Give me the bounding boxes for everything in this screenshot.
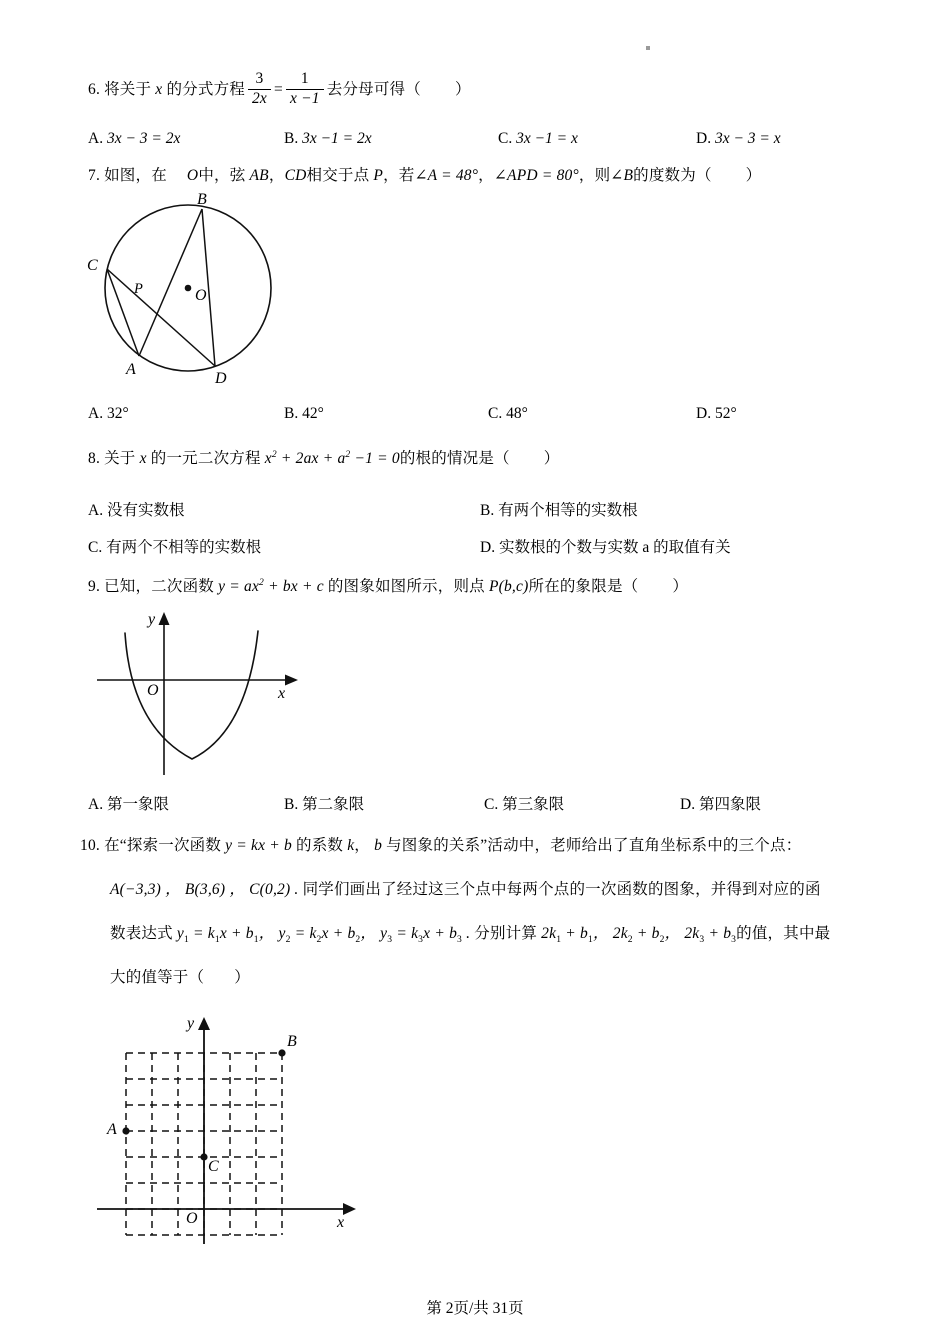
q6-option-b-letter: B. bbox=[284, 130, 299, 147]
q10-line1-a: 在“探索一次函数 bbox=[104, 837, 222, 854]
q6-frac-right-numerator: 1 bbox=[300, 70, 309, 87]
q9-option-d bbox=[680, 792, 761, 814]
q6-option-d-text: 3x − 3 = x bbox=[714, 130, 781, 147]
q7-option-d bbox=[696, 405, 737, 423]
parabola-figure bbox=[95, 607, 320, 777]
point-a-dot bbox=[122, 1127, 129, 1134]
q8-stem-prefix: 关于 bbox=[104, 450, 136, 468]
label-c: C bbox=[87, 257, 98, 274]
y-axis-arrow bbox=[159, 612, 170, 625]
q6-stem-prefix: 将关于 bbox=[104, 80, 152, 98]
q8-option-b-text: 有两个相等的实数根 bbox=[498, 502, 638, 519]
q7-stem-part3: 相交于点 bbox=[306, 167, 370, 184]
q7-option-c-text: 48° bbox=[506, 405, 528, 422]
q6-option-c-text: 3x −1 = x bbox=[516, 130, 578, 147]
q8-stem-close: ） bbox=[543, 450, 560, 468]
q7-option-a-letter: A. bbox=[88, 405, 104, 422]
label-o: O bbox=[195, 287, 207, 304]
q6-option-d bbox=[696, 130, 781, 148]
q8-option-a-letter: A. bbox=[88, 502, 104, 519]
q8-option-c-letter: C. bbox=[88, 539, 103, 556]
q10-line4: 大的值等于（ bbox=[110, 969, 205, 986]
q8-equation: $x^2 + 2ax + a^2 -1 = 0$ bbox=[264, 449, 400, 468]
point-b-dot bbox=[278, 1049, 285, 1056]
q7-center-label: O bbox=[186, 167, 199, 184]
q7-option-c bbox=[488, 405, 528, 423]
q8-option-c-text: 有两个不相等的实数根 bbox=[106, 539, 262, 556]
q10-line1-k: k bbox=[347, 837, 355, 854]
question-7-stem bbox=[88, 168, 761, 184]
grid-points-svg bbox=[95, 1012, 370, 1247]
question-10-stem-line-3 bbox=[110, 926, 830, 945]
q8-option-b-letter: B. bbox=[480, 502, 495, 519]
chord-ab-line bbox=[139, 209, 202, 356]
q10-line3-mid: 分别计算 bbox=[474, 925, 538, 942]
q6-stem-suffix: 去分母可得（ bbox=[326, 80, 421, 98]
q7-number: 7. bbox=[88, 167, 101, 184]
q6-option-a-letter: A. bbox=[88, 130, 104, 147]
q6-option-c bbox=[498, 130, 578, 148]
q7-angle-a: ∠A = 48° bbox=[414, 167, 479, 184]
q6-option-a-text: 3x − 3 = 2x bbox=[106, 130, 181, 147]
q9-option-d-letter: D. bbox=[680, 796, 696, 813]
parabola-svg bbox=[95, 607, 320, 777]
label-x-axis: x bbox=[278, 685, 286, 702]
q9-option-c-text: 第三象限 bbox=[502, 796, 565, 813]
label-point-c: C bbox=[208, 1158, 219, 1175]
q10-line3-suffix: 的值，其中最 bbox=[736, 925, 831, 942]
q7-stem-part5: ，则 bbox=[578, 167, 611, 184]
q6-frac-left-numerator: 3 bbox=[255, 70, 264, 87]
point-c-dot bbox=[200, 1153, 207, 1160]
q6-number: 6. bbox=[88, 80, 101, 98]
q9-stem-close: ） bbox=[672, 578, 689, 596]
label-x-axis: x bbox=[337, 1214, 345, 1231]
q6-option-d-letter: D. bbox=[696, 130, 712, 147]
label-p: P bbox=[134, 281, 143, 297]
q9-equation: $y = ax^2$ + bx + c bbox=[218, 577, 324, 596]
q6-stem-mid: 的分式方程 bbox=[166, 80, 245, 98]
q10-line1-equation: y = kx + b bbox=[225, 837, 292, 854]
center-point-dot bbox=[185, 285, 192, 292]
q10-line1-b: 的系数 bbox=[296, 837, 344, 854]
q7-option-a bbox=[88, 405, 129, 423]
q7-chord-ab: AB bbox=[249, 167, 269, 184]
x-axis-arrow bbox=[343, 1203, 356, 1215]
q9-point: P(b,c) bbox=[488, 578, 529, 596]
q9-option-d-text: 第四象限 bbox=[698, 796, 761, 813]
q7-comma-2: ， bbox=[478, 167, 494, 184]
q6-variable: x bbox=[155, 80, 163, 98]
q8-stem-suffix: 的根的情况是（ bbox=[399, 450, 510, 468]
q10-line1-c: 与图象的关系”活动中，老师给出了直角坐标系中的三个点： bbox=[386, 837, 802, 854]
x-axis-arrow bbox=[285, 675, 298, 686]
q10-values: $2k_1 + b_1$， $2k_2 + b_2$， $2k_3 + b_3$ bbox=[541, 925, 737, 946]
q9-option-c-letter: C. bbox=[484, 796, 499, 813]
q7-stem-part6: 的度数为（ bbox=[633, 167, 712, 184]
question-10-stem-line-1 bbox=[80, 838, 801, 854]
q10-expr-3: $y_3 = k_3x + b_3$ . bbox=[380, 925, 471, 946]
question-10-stem-line-4 bbox=[110, 970, 250, 986]
q10-line3-prefix: 数表达式 bbox=[110, 925, 173, 942]
q7-option-c-letter: C. bbox=[488, 405, 503, 422]
question-8-stem bbox=[88, 450, 559, 467]
q6-equals: = bbox=[274, 80, 283, 98]
q6-frac-left-denominator: 2x bbox=[248, 89, 271, 108]
q9-option-b-text: 第二象限 bbox=[302, 796, 365, 813]
label-a: A bbox=[126, 361, 136, 378]
q9-stem-prefix: 已知，二次函数 bbox=[104, 578, 215, 596]
q8-option-c bbox=[88, 535, 261, 557]
q6-option-c-letter: C. bbox=[498, 130, 513, 147]
y-axis-arrow bbox=[198, 1017, 210, 1030]
question-10-stem-line-2 bbox=[110, 882, 821, 898]
q6-stem-close: ） bbox=[454, 80, 471, 98]
q7-point-p: P bbox=[373, 167, 384, 184]
q10-number: 10. bbox=[80, 837, 100, 854]
q9-option-c bbox=[484, 792, 564, 814]
q8-option-a-text: 没有实数根 bbox=[106, 502, 185, 519]
q8-option-d-text: 实数根的个数与实数 a 的取值有关 bbox=[498, 539, 731, 556]
q9-option-a bbox=[88, 792, 169, 814]
q7-stem-part4: ，若 bbox=[383, 167, 415, 184]
label-origin: O bbox=[147, 682, 159, 699]
q8-number: 8. bbox=[88, 450, 101, 468]
label-point-a: A bbox=[107, 1121, 117, 1138]
q7-stem-close: ） bbox=[745, 167, 762, 184]
q7-stem-part1: 如图，在 bbox=[104, 167, 167, 184]
q10-line4-close: ） bbox=[234, 969, 250, 986]
q6-option-b bbox=[284, 130, 372, 148]
q9-stem-suffix: 所在的象限是（ bbox=[528, 578, 639, 596]
q6-fraction-left bbox=[248, 71, 271, 107]
q10-line1-bb: b bbox=[374, 837, 383, 854]
q6-fraction-right bbox=[286, 71, 324, 107]
label-origin: O bbox=[186, 1210, 198, 1227]
q10-expr-1: $y_1 = k_1x + b_1$， bbox=[176, 925, 275, 946]
q10-line2-points: A(−3,3) ， B(3,6) ， C(0,2) . bbox=[110, 881, 299, 898]
q7-option-d-letter: D. bbox=[696, 405, 712, 422]
question-9-stem bbox=[88, 578, 688, 595]
q8-stem-mid: 的一元二次方程 bbox=[150, 450, 261, 468]
q9-number: 9. bbox=[88, 578, 101, 596]
scan-artifact-dot bbox=[646, 46, 650, 50]
q9-option-a-letter: A. bbox=[88, 796, 104, 813]
page-footer: 第 2页/共 31页 bbox=[426, 1300, 524, 1317]
circle-chords-figure bbox=[85, 191, 325, 395]
q6-option-b-text: 3x −1 = 2x bbox=[302, 130, 372, 147]
q7-chord-cd: CD bbox=[284, 167, 307, 184]
q9-option-b-letter: B. bbox=[284, 796, 299, 813]
q9-stem-mid: 的图象如图所示，则点 bbox=[327, 578, 485, 596]
label-y-axis: y bbox=[187, 1015, 195, 1032]
q7-option-d-text: 52° bbox=[714, 405, 737, 422]
q8-option-d-letter: D. bbox=[480, 539, 496, 556]
q7-stem-part2: 中，弦 bbox=[198, 167, 246, 184]
q7-angle-apd: ∠APD = 80° bbox=[493, 167, 579, 184]
parabola-curve bbox=[125, 631, 258, 759]
label-b: B bbox=[197, 191, 207, 208]
q10-line1-comma: ， bbox=[354, 837, 370, 854]
q8-option-b bbox=[480, 498, 638, 520]
q10-expr-2: $y_2 = k_2x + b_2$， bbox=[278, 925, 377, 946]
q8-option-d bbox=[480, 535, 731, 557]
grid-points-figure bbox=[95, 1012, 370, 1247]
label-y-axis: y bbox=[148, 611, 156, 628]
label-point-b: B bbox=[287, 1033, 297, 1050]
q7-option-b-text: 42° bbox=[302, 405, 324, 422]
q7-option-b bbox=[284, 405, 324, 423]
q8-option-a bbox=[88, 498, 184, 520]
q7-comma-1: ， bbox=[268, 167, 285, 184]
q6-frac-right-denominator: x −1 bbox=[286, 89, 324, 108]
label-d: D bbox=[215, 370, 227, 387]
q10-line2-text: 同学们画出了经过这三个点中每两个点的一次函数的图象，并得到对应的函 bbox=[302, 881, 821, 898]
q8-variable: x bbox=[139, 450, 147, 468]
chord-cd-line bbox=[107, 269, 215, 366]
q7-angle-b: ∠B bbox=[610, 167, 634, 184]
q7-option-b-letter: B. bbox=[284, 405, 299, 422]
q7-option-a-text: 32° bbox=[106, 405, 129, 422]
q9-option-a-text: 第一象限 bbox=[106, 796, 169, 813]
question-6-stem bbox=[88, 72, 471, 108]
q9-option-b bbox=[284, 792, 364, 814]
q6-option-a bbox=[88, 130, 180, 148]
